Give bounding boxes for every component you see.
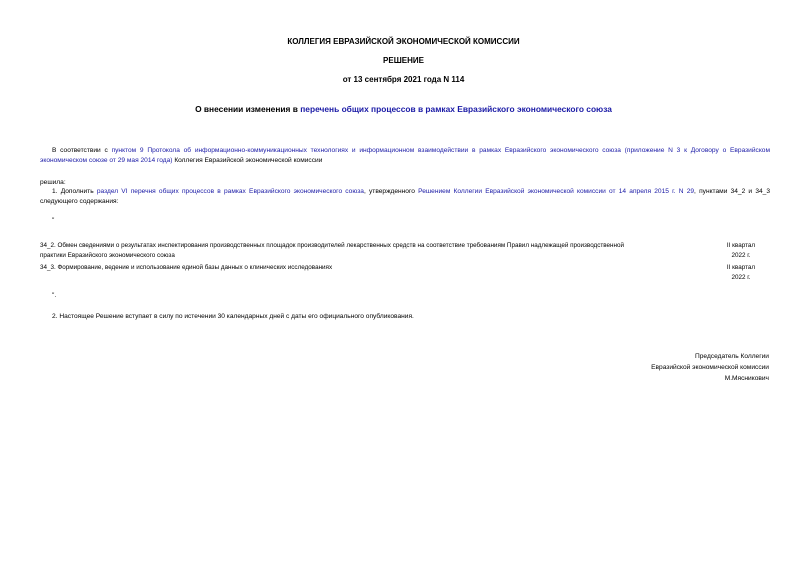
decision-29-link[interactable]: Решением Коллегии Евразийской экономической комиссии от 14 апреля 2015 г. N 29	[418, 188, 695, 195]
issuer-heading: КОЛЛЕГИЯ ЕВРАЗИЙСКОЙ ЭКОНОМИЧЕСКОЙ КОМИССИИ	[287, 37, 520, 46]
process-period	[716, 241, 766, 260]
title-text: О внесении изменения в	[195, 104, 301, 114]
processes-table	[40, 241, 770, 285]
process-name: 34_3. Формирование, ведение и использование единой базы данных о клинических исследованиях	[40, 264, 333, 271]
protocol-link[interactable]: пунктом 9 Протокола об информационно-коммуникационных технологиях и информационном взаимодействии в рамках Евразийского экономического союза (приложение N 3 к Договору о Евразийском экономическом союзе от 29 мая 2014 года)	[40, 147, 771, 164]
preamble-text-end: Коллегия Евразийской экономической комиссии	[172, 157, 323, 164]
document-title	[0, 104, 807, 115]
section-vi-link[interactable]: раздел VI перечня общих процессов в рамках Евразийского экономического союза	[96, 188, 364, 195]
preamble-text: В соответствии с	[52, 147, 112, 154]
table-row	[40, 263, 770, 285]
period-quarter: II квартал	[726, 264, 756, 271]
process-period	[716, 263, 766, 282]
signature-name: М.Мясникович	[724, 375, 769, 382]
signature-organization: Евразийской экономической комиссии	[651, 364, 769, 371]
period-year: 2022 г.	[731, 251, 751, 259]
quote-open: "	[52, 217, 55, 224]
period-quarter: II квартал	[726, 242, 756, 249]
preamble-paragraph	[40, 146, 770, 166]
signature-position: Председатель Коллегии	[695, 353, 769, 360]
item-2-paragraph: 2. Настоящее Решение вступает в силу по истечении 30 календарных дней с даты его официального опубликования.	[52, 313, 414, 320]
document-date: от 13 сентября 2021 года N 114	[342, 75, 465, 84]
quote-close: ".	[52, 292, 57, 299]
item-1-paragraph	[40, 187, 770, 207]
process-name: 34_2. Обмен сведениями о результатах инспектирования производственных площадок производителей лекарственных средств на соответствие требованиям Правил надлежащей производственной практики Евразийского экономического союза	[40, 242, 625, 259]
decided-label: решила:	[40, 179, 66, 186]
item-1-text-end: , пунктами 34_2 и 34_3 следующего содержания:	[40, 188, 770, 205]
title-link[interactable]: перечень общих процессов в рамках Евразийского экономического союза	[300, 104, 612, 114]
document-type: РЕШЕНИЕ	[383, 56, 424, 65]
table-row	[40, 241, 770, 263]
period-year: 2022 г.	[731, 273, 751, 281]
signature-block	[569, 351, 769, 384]
item-1-text-mid: , утвержденного	[363, 188, 419, 195]
item-1-text: 1. Дополнить	[52, 188, 97, 195]
